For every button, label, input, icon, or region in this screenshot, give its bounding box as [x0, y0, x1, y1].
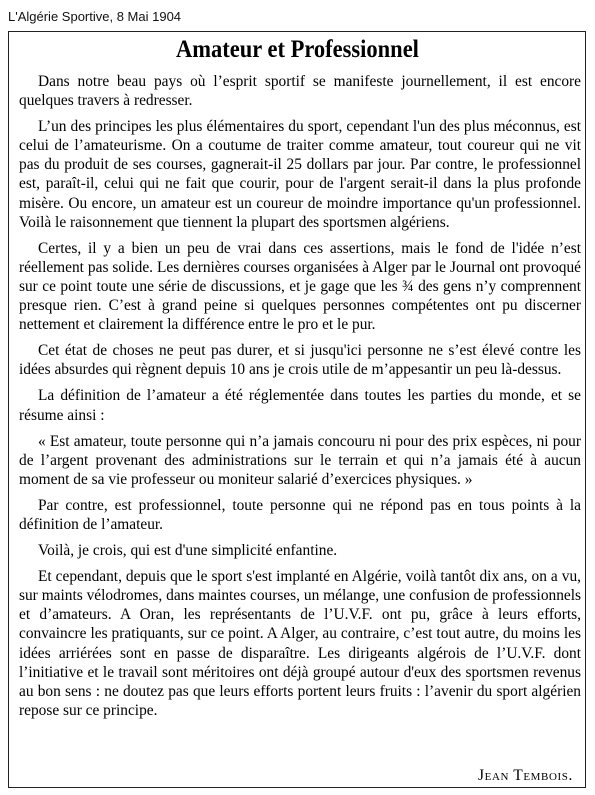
publication-source: L'Algérie Sportive, 8 Mai 1904	[8, 9, 182, 24]
paragraph-2: L’un des principes les plus élémentaires du sport, cependant l'un des plus méconnus, est celui de l’amateurisme. On a coutume de traiter comme amateur, tout coureur qui ne vit pas du produit de ses courses, gagnerait-il 25 dollars par jour. Par contre, le professionnel est, paraît-il, celui qui ne fait que courir, pour de l'argent serait-il dans la plus profonde misère. Ou encore, un amateur est un coureur de moindre importance qu'un professionnel. Voilà le raisonnement que tiennent la plupart des sportsmen algériens.	[19, 118, 581, 231]
author-signature: Jean Tembois.	[478, 767, 573, 784]
paragraph-3: Certes, il y a bien un peu de vrai dans ces assertions, mais le fond de l'idée n’est réellement pas solide. Les dernières courses organisées à Alger par le Journal ont provoqué sur ce point toute une série de discussions, et je gage que les ¾ des gens n’y comprennent presque rien. C’est à grand peine si quelques personnes compétentes ont pu discerner nettement et clairement la différence entre le pro et le pur.	[19, 239, 581, 334]
article-body	[19, 72, 581, 727]
paragraph-9: Et cependant, depuis que le sport s'est implanté en Algérie, voilà tantôt dix ans, on a vu, sur maints vélodromes, dans maintes courses, un mélange, une confusion de professionnels et d’amateurs. A Oran, les représentants de l’U.V.F. ont pu, grâce à leurs efforts, convaincre les pratiquants, sur ce point. A Alger, au contraire, c’est tout autre, du moins les idées arriérées sont en passe de disparaître. Les dirigeants algérois de l’U.V.F. dont l’initiative et le travail sont méritoires ont déjà groupé autour d'eux des sportsmen revenus au bon sens : ne doutez pas que leurs efforts portent leurs fruits : l’avenir du sport algérien repose sur ce principe.	[19, 568, 581, 719]
paragraph-6-quote: « Est amateur, toute personne qui n’a jamais concouru ni pour des prix espèces, ni pour de l’argent provenant des administrations sur le terrain et qui n’a jamais été à aucun moment de sa vie professeur ou moniteur salarié d’exercices physiques. »	[19, 432, 581, 488]
paragraph-4: Cet état de choses ne peut pas durer, et si jusqu'ici personne ne s’est élevé contre les idées absurdes qui règnent depuis 10 ans je crois utile de m’appesantir un peu là-dessus.	[19, 342, 581, 379]
paragraph-7: Par contre, est professionnel, toute personne qui ne répond pas en tous points à la définition de l’amateur.	[19, 496, 581, 533]
paragraph-8: Voilà, je crois, qui est d'une simplicité enfantine.	[38, 542, 338, 560]
article-title: Amateur et Professionnel	[176, 36, 419, 63]
paragraph-5: La définition de l’amateur a été réglementée dans toutes les parties du monde, et se résume ainsi :	[19, 387, 581, 424]
paragraph-1: Dans notre beau pays où l’esprit sportif se manifeste journellement, il est encore quelques travers à redresser.	[19, 73, 581, 110]
